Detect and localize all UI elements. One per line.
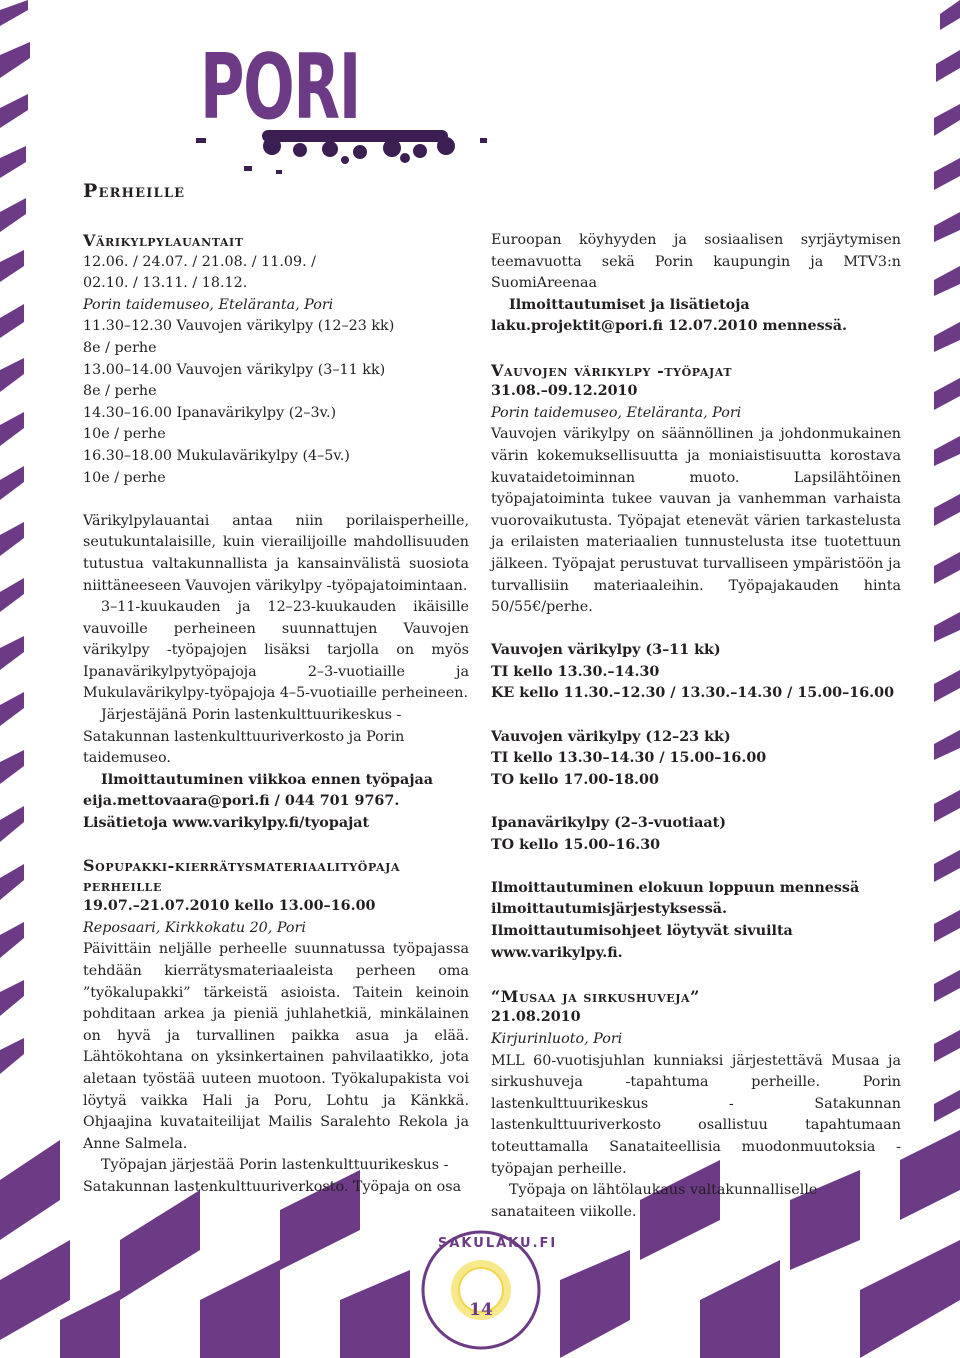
sopupakki-paragraph: Työpajan järjestää Porin lastenkulttuurikeskus - Satakunnan lastenkulttuuriverkosto. Työpaja on osa: [83, 1157, 462, 1195]
varikylpy-paragraph: 3–11-kuukauden ja 12–23-kuukauden ikäisille vauvoille perheineen suunnattujen Vauvojen värikylpy -työpajojen lisäksi tarjolla on myös Ipanavärikylpytyöpajoja 2–3-vuotiaille ja Mukulavärikylpy-työpajoja 4–5-vuotiaille perheineen.: [83, 599, 469, 702]
right-column: [491, 230, 901, 1223]
schedule-line: TO kello 17.00-18.00: [491, 771, 659, 788]
price-line: 10e / perhe: [83, 426, 166, 443]
section-title: Perheille: [83, 180, 186, 202]
tyopajat-heading: Vauvojen värikylpy -työpajat: [491, 360, 733, 380]
session-line: 11.30–12.30 Vauvojen värikylpy (12–23 kk): [83, 318, 395, 335]
varikylpy-registration: Ilmoittautuminen viikkoa ennen työpajaa eija.mettovaara@pori.fi / 044 701 9767. Lisätietoja www.varikylpy.fi/tyopajat: [83, 771, 434, 832]
musaa-paragraph: MLL 60-vuotisjuhlan kunniaksi järjestettävä Musaa ja sirkushuveja -tapahtuma perheille. Porin lastenkulttuurikeskus - Satakunnan lastenkulttuuriverkosto osallistuu tapahtumaan toteuttamalla Sanataiteellisia muodonmuutoksia -työpajan perheille.: [491, 1052, 901, 1177]
varikylpy-paragraph: Värikylpylauantai antaa niin porilaisperheille, seutukuntalaisille, kuin vierailijoille mahdollisuuden tutustua valtakunnallista ja kansainvälistä suosiota niittäneeseen Vauvojen värikylpy -työpajatoimintaan.: [83, 512, 469, 594]
varikylpy-heading: Värikylpylauantait: [83, 231, 244, 250]
tyopajat-registration: Ilmoittautuminen elokuun loppuun mennessä ilmoittautumisjärjestyksessä. Ilmoittautumisohjeet löytyvät sivuilta www.varikylpy.fi.: [491, 879, 860, 961]
musaa-heading: “Musaa ja sirkushuveja”: [491, 986, 700, 1006]
schedule-line: TO kello 15.00–16.30: [491, 836, 661, 853]
varikylpy-dates: 02.10. / 13.11. / 18.12.: [83, 275, 248, 292]
musaa-place: Kirjurinluoto, Pori: [491, 1030, 623, 1047]
schedule-title: Ipanavärikylpy (2–3-vuotiaat): [491, 815, 726, 832]
sopupakki-heading: Sopupakki-kierrätysmateriaalityöpaja perheille: [83, 856, 401, 896]
pori-logo: [196, 35, 487, 174]
varikylpy-place: Porin taidemuseo, Eteläranta, Pori: [83, 296, 334, 313]
svg-text:PORI: PORI: [200, 35, 360, 140]
sopupakki-place: Reposaari, Kirkkokatu 20, Pori: [83, 919, 306, 936]
page-number: 14: [469, 1300, 493, 1320]
left-stripe-decoration: [0, 0, 30, 1074]
intro-registration: Ilmoittautumiset ja lisätietoja laku.projektit@pori.fi 12.07.2010 mennessä.: [491, 296, 847, 335]
varikylpy-paragraph: Järjestäjänä Porin lastenkulttuurikeskus - Satakunnan lastenkulttuuriverkosto ja Porin taidemuseo.: [83, 707, 405, 767]
price-line: 8e / perhe: [83, 383, 157, 400]
musaa-paragraph: Työpaja on lähtölaukaus valtakunnalliselle sanataiteen viikolle.: [491, 1182, 818, 1220]
schedule-line: TI kello 13.30.–14.30: [491, 663, 660, 680]
tyopajat-paragraph: Vauvojen värikylpy on säännöllinen ja johdonmukainen värin kokemuksellisuutta ja moniaistisuutta korostava kuvataidetoiminnan muoto. Lapsilähtöinen työpajatoiminta tukee vauvan ja vanhemman varhaista vuorovaikutusta. Työpajat etenevät värien tarkastelusta ja erilaisten materiaalien tunnustelusta itse tuotettuun jälkeen. Työpajat perustuvat turvalliseen ympäristöön ja turvallisiin materiaaleihin. Työpajakauden hinta 50/55€/perhe.: [491, 426, 901, 616]
left-column: [83, 230, 469, 1199]
intro-text: Euroopan köyhyyden ja sosiaalisen syrjäytymisen teemavuotta sekä Porin kaupungin ja MTV3:n SuomiAreenaa: [491, 232, 901, 292]
sakulaku-badge-text: SAKULAKU.FI: [438, 1236, 558, 1251]
sopupakki-date: 19.07.–21.07.2010 kello 13.00–16.00: [83, 898, 376, 915]
tyopajat-place: Porin taidemuseo, Eteläranta, Pori: [491, 404, 742, 421]
schedule-title: Vauvojen värikylpy (3–11 kk): [491, 642, 721, 659]
session-line: 14.30–16.00 Ipanavärikylpy (2–3v.): [83, 404, 337, 421]
price-line: 10e / perhe: [83, 469, 166, 486]
right-stripe-decoration: [934, 0, 960, 1122]
price-line: 8e / perhe: [83, 339, 157, 356]
schedule-line: TI kello 13.30–14.30 / 15.00–16.00: [491, 750, 767, 767]
session-line: 16.30–18.00 Mukulavärikylpy (4–5v.): [83, 447, 350, 464]
musaa-date: 21.08.2010: [491, 1009, 581, 1026]
schedule-title: Vauvojen värikylpy (12–23 kk): [491, 728, 731, 745]
schedule-line: KE kello 11.30.–12.30 / 13.30.–14.30 / 15.00–16.00: [491, 685, 895, 702]
session-line: 13.00–14.00 Vauvojen värikylpy (3–11 kk): [83, 361, 386, 378]
varikylpy-dates: 12.06. / 24.07. / 21.08. / 11.09. /: [83, 253, 316, 270]
sopupakki-paragraph: Päivittäin neljälle perheelle suunnatussa työpajassa tehdään kierrätysmateriaaleista perheen oma ”työkalupakki” tärkeistä asioista. Taitein keinoin pohditaan arkea ja pieniä juhlahetkiä, minkälainen on hyvä ja turvallinen paikka asua ja elää. Lähtökohtana on yksinkertainen pahvilaatikko, jota aletaan työstää uuteen muotoon. Työkalupakista voi löytyä vaikka Hali ja Poru, Lohtu ja Känkkä. Ohjaajina kuvataiteilijat Mailis Saralehto Rekola ja Anne Salmela.: [83, 941, 469, 1152]
tyopajat-dates: 31.08.–09.12.2010: [491, 383, 638, 400]
